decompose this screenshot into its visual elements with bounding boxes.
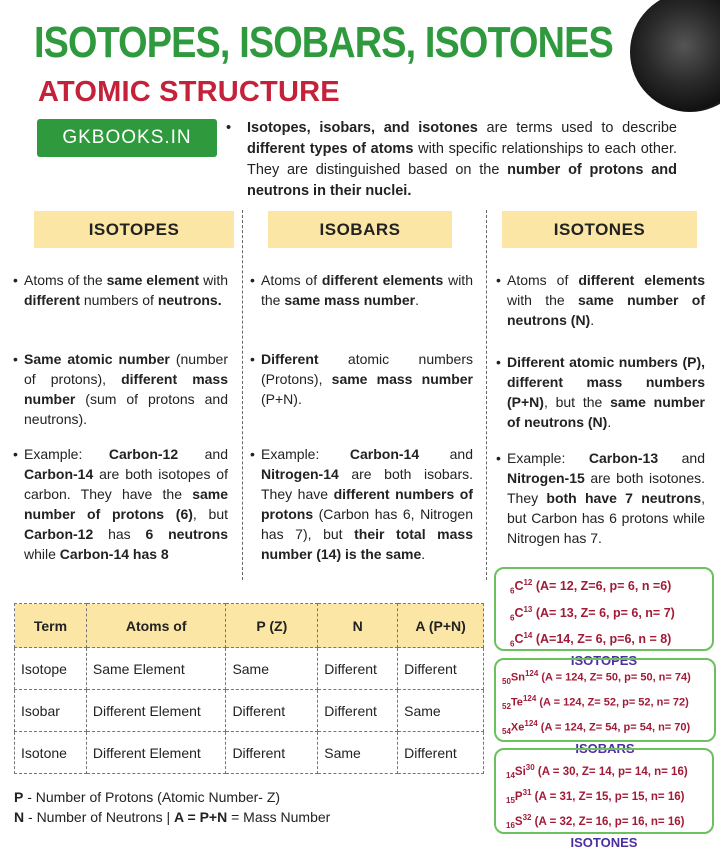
table-cell: Different bbox=[398, 648, 484, 690]
table-cell: Isotone bbox=[15, 732, 87, 774]
nuclide-line: $_{15}P^{31}$ (A = 31, Z= 15, p= 15, n= 16) bbox=[506, 788, 685, 806]
table-cell: Different bbox=[318, 690, 398, 732]
nuclide-line: $_6C^{12}$ (A= 12, Z=6, p= 6, n =6) bbox=[510, 578, 672, 596]
box-label: ISOTONES bbox=[570, 835, 638, 851]
avatar bbox=[630, 0, 720, 112]
table-header: A (P+N) bbox=[398, 604, 484, 648]
nuclide-line: $_{52}Te^{124}$ (A = 124, Z= 52, p= 52, n= 72) bbox=[502, 693, 689, 711]
isobars-example-box bbox=[494, 658, 716, 756]
note-protons: P - Number of Protons (Atomic Number- Z) bbox=[14, 789, 281, 805]
nuclide-line: $_{16}S^{32}$ (A = 32, Z= 16, p= 16, n= 16) bbox=[506, 813, 685, 831]
page-subtitle: ATOMIC STRUCTURE bbox=[38, 76, 340, 108]
isobars-point-2: • Different atomic numbers (Protons), same mass number (P+N). bbox=[250, 351, 473, 407]
table-row bbox=[15, 690, 484, 732]
column-divider bbox=[486, 210, 487, 580]
table-header: P (Z) bbox=[226, 604, 318, 648]
column-divider bbox=[242, 210, 243, 580]
nuclide-line: $_{54}Xe^{124}$ (A = 124, Z= 54, p= 54, n= 70) bbox=[502, 718, 691, 736]
heading-isobars: ISOBARS bbox=[268, 211, 452, 248]
table-cell: Same bbox=[318, 732, 398, 774]
isobars-point-1: • Atoms of different elements with the same mass number. bbox=[250, 272, 473, 308]
table-header: N bbox=[318, 604, 398, 648]
isotopes-example-box bbox=[494, 567, 714, 668]
intro-paragraph: • Isotopes, isobars, and isotones are terms used to describe different types of atoms with specific relationships to each other. They are distinguished based on the number of protons and neutrons in their nuclei. bbox=[226, 120, 678, 199]
isotones-point-3: • Example: Carbon-13 and Nitrogen-15 are both isotones. They both have 7 neutrons, but Carbon has 6 protons while Nitrogen has 7. bbox=[496, 450, 706, 546]
nuclide-line: $_{14}Si^{30}$ (A = 30, Z= 14, p= 14, n= 16) bbox=[506, 763, 688, 781]
table-cell: Different Element bbox=[86, 690, 226, 732]
table-header: Term bbox=[15, 604, 87, 648]
isotopes-point-2: • Same atomic number (number of protons), different mass number (sum of protons and neutrons). bbox=[13, 351, 229, 427]
comparison-table bbox=[14, 603, 484, 774]
isotopes-point-1: • Atoms of the same element with different numbers of neutrons. bbox=[13, 272, 229, 308]
page-title: ISOTOPES, ISOBARS, ISOTONES bbox=[34, 18, 613, 67]
table-cell: Same bbox=[398, 690, 484, 732]
isotones-point-1: • Atoms of different elements with the same number of neutrons (N). bbox=[496, 272, 705, 328]
box-label: ISOTOPES bbox=[570, 652, 638, 668]
table-header-row bbox=[15, 604, 484, 648]
box-label: ISOBARS bbox=[575, 740, 635, 756]
isobars-point-3: • Example: Carbon-14 and Nitrogen-14 are both isobars. They have different numbers of protons (Carbon has 6, Nitrogen has 7), but their total mass number (14) is the same. bbox=[250, 446, 474, 562]
table-cell: Isobar bbox=[15, 690, 87, 732]
note-neutrons: N - Number of Neutrons | A = P+N = Mass Number bbox=[14, 809, 331, 825]
table-cell: Different bbox=[398, 732, 484, 774]
heading-isotones: ISOTONES bbox=[502, 211, 697, 248]
nuclide-line: $_6C^{13}$ (A= 13, Z= 6, p= 6, n= 7) bbox=[510, 604, 675, 623]
brand-badge: GKBOOKS.IN bbox=[37, 119, 217, 157]
table-cell: Same Element bbox=[86, 648, 226, 690]
heading-isotopes: ISOTOPES bbox=[34, 211, 234, 248]
table-cell: Different bbox=[226, 690, 318, 732]
nuclide-line: $_6C^{14}$ (A=14, Z= 6, p=6, n = 8) bbox=[510, 631, 672, 649]
table-row bbox=[15, 732, 484, 774]
table-cell: Same bbox=[226, 648, 318, 690]
table-cell: Different bbox=[226, 732, 318, 774]
table-header: Atoms of bbox=[86, 604, 226, 648]
table-cell: Different Element bbox=[86, 732, 226, 774]
isotones-example-box bbox=[494, 748, 714, 851]
nuclide-line: $_{50}Sn^{124}$ (A = 124, Z= 50, p= 50, n= 74) bbox=[502, 669, 691, 686]
table-row bbox=[15, 648, 484, 690]
legend-notes bbox=[14, 787, 330, 827]
bullet-icon: • bbox=[226, 120, 232, 136]
isotones-point-2: • Different atomic numbers (P), different mass numbers (P+N), but the same number of neutrons (N). bbox=[496, 354, 705, 430]
table-cell: Different bbox=[318, 648, 398, 690]
table-cell: Isotope bbox=[15, 648, 87, 690]
isotopes-point-3: • Example: Carbon-12 and Carbon-14 are both isotopes of carbon. They have the same number of protons (6), but Carbon-12 has 6 neutrons while Carbon-14 has 8 bbox=[13, 446, 229, 562]
